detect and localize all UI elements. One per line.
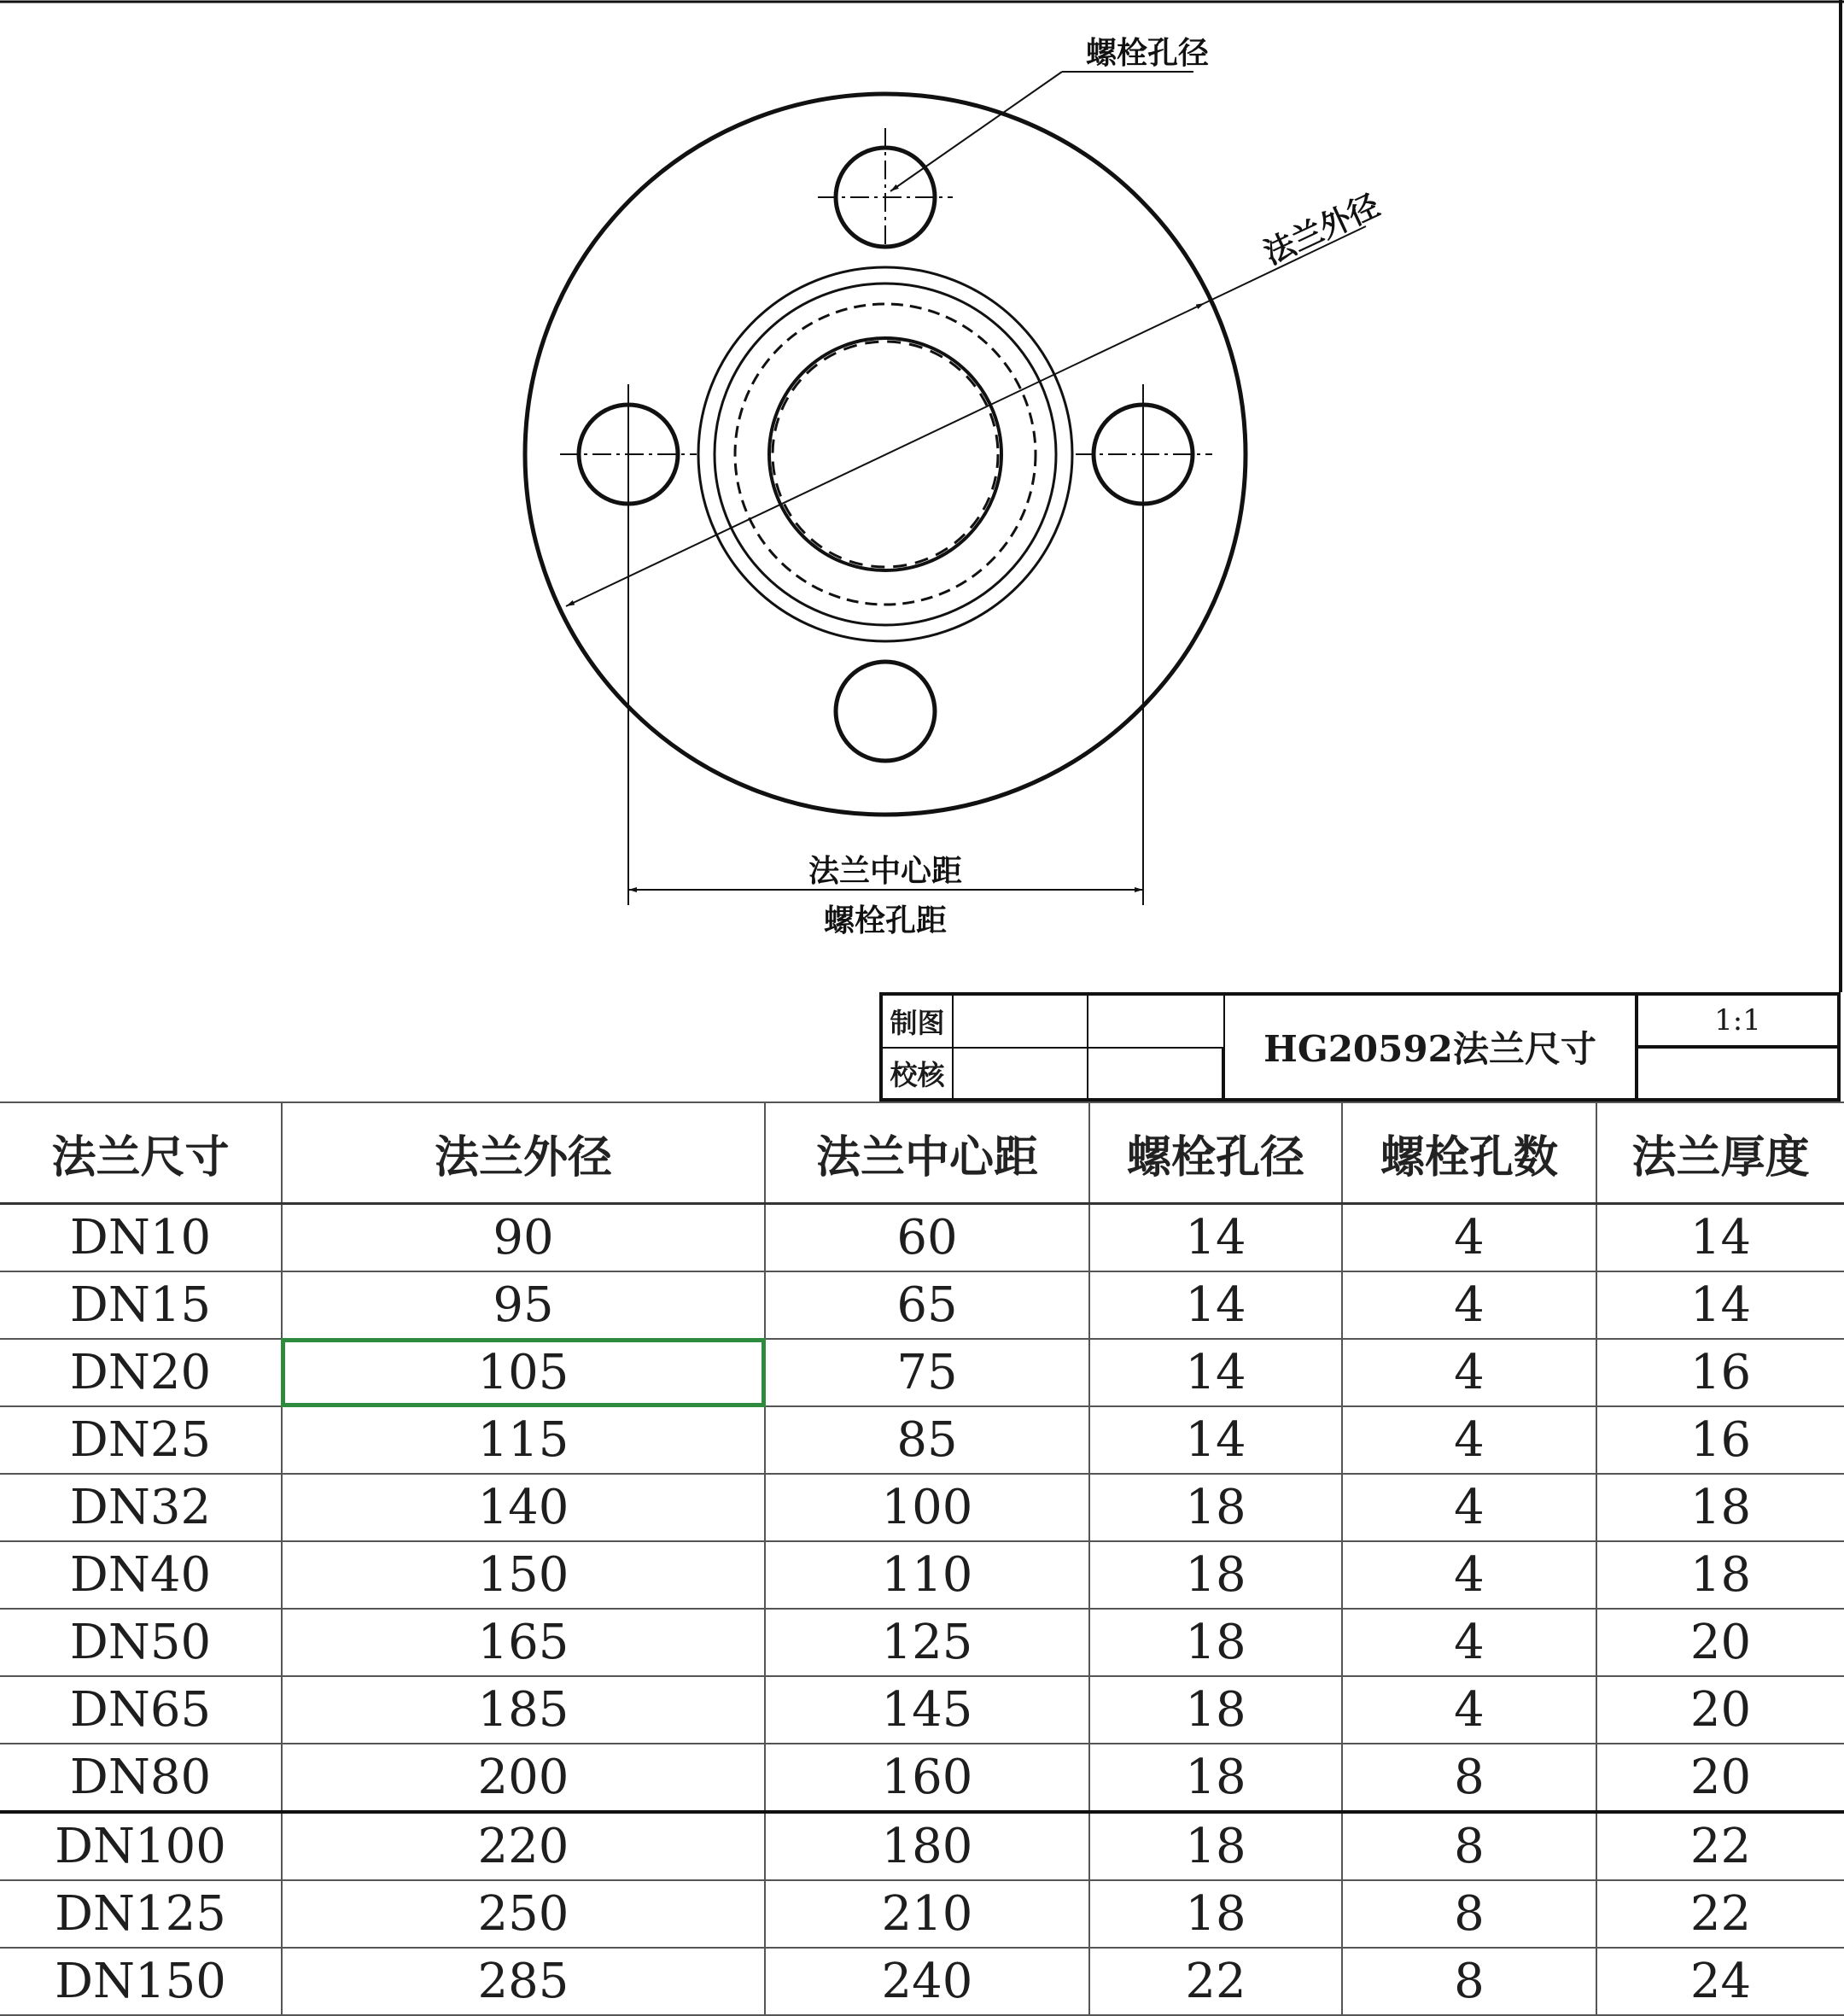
- drawn-by-label: 制图: [883, 996, 954, 1049]
- table-cell[interactable]: 4: [1342, 1474, 1596, 1541]
- table-cell[interactable]: DN15: [0, 1271, 282, 1339]
- table-cell[interactable]: 75: [765, 1339, 1089, 1406]
- table-cell[interactable]: 22: [1596, 1880, 1844, 1948]
- scale-value: 1:1: [1638, 996, 1837, 1049]
- table-cell[interactable]: 24: [1596, 1948, 1844, 2015]
- title-block: [879, 992, 1841, 1101]
- table-cell[interactable]: DN65: [0, 1676, 282, 1744]
- scale-empty-cell[interactable]: [1638, 1049, 1837, 1098]
- table-cell[interactable]: DN20: [0, 1339, 282, 1406]
- table-cell[interactable]: DN32: [0, 1474, 282, 1541]
- bolt-hole-leader: [890, 72, 1062, 191]
- table-cell[interactable]: 18: [1089, 1609, 1342, 1676]
- table-cell[interactable]: 4: [1342, 1541, 1596, 1609]
- outer-diameter-label: 法兰外径: [1258, 188, 1386, 272]
- table-cell[interactable]: 285: [282, 1948, 765, 2015]
- table-cell[interactable]: 4: [1342, 1609, 1596, 1676]
- table-cell[interactable]: 18: [1089, 1744, 1342, 1812]
- table-row: [0, 1676, 1844, 1744]
- table-cell[interactable]: 65: [765, 1271, 1089, 1339]
- header-outer-diameter[interactable]: 法兰外径: [282, 1102, 765, 1204]
- checked-by-label: 校核: [883, 1049, 954, 1098]
- checked-by-date-cell[interactable]: [1088, 1049, 1225, 1098]
- bolt-hole-distance-label: 螺栓孔距: [823, 903, 948, 938]
- table-cell[interactable]: 210: [765, 1880, 1089, 1948]
- table-cell[interactable]: 60: [765, 1204, 1089, 1272]
- table-cell[interactable]: 4: [1342, 1339, 1596, 1406]
- table-cell[interactable]: 16: [1596, 1339, 1844, 1406]
- header-bolt-hole-diameter[interactable]: 螺栓孔径: [1089, 1102, 1342, 1204]
- table-cell[interactable]: 14: [1596, 1271, 1844, 1339]
- table-cell[interactable]: 85: [765, 1406, 1089, 1474]
- table-row: [0, 1474, 1844, 1541]
- table-cell[interactable]: 22: [1089, 1948, 1342, 2015]
- header-bolt-hole-count[interactable]: 螺栓孔数: [1342, 1102, 1596, 1204]
- table-cell[interactable]: 90: [282, 1204, 765, 1272]
- table-cell[interactable]: 240: [765, 1948, 1089, 2015]
- table-cell[interactable]: 4: [1342, 1676, 1596, 1744]
- table-cell[interactable]: 4: [1342, 1204, 1596, 1272]
- table-cell[interactable]: 14: [1089, 1204, 1342, 1272]
- table-cell[interactable]: DN150: [0, 1948, 282, 2015]
- center-distance-label: 法兰中心距: [808, 854, 963, 889]
- table-cell[interactable]: 95: [282, 1271, 765, 1339]
- table-cell[interactable]: 100: [765, 1474, 1089, 1541]
- table-row: [0, 1948, 1844, 2015]
- table-cell[interactable]: 4: [1342, 1271, 1596, 1339]
- header-flange-thickness[interactable]: 法兰厚度: [1596, 1102, 1844, 1204]
- table-cell[interactable]: 18: [1089, 1676, 1342, 1744]
- table-row: [0, 1880, 1844, 1948]
- selected-table-cell[interactable]: 105: [282, 1339, 765, 1406]
- table-cell[interactable]: DN80: [0, 1744, 282, 1812]
- table-cell[interactable]: 220: [282, 1812, 765, 1880]
- table-cell[interactable]: 125: [765, 1609, 1089, 1676]
- table-cell[interactable]: 185: [282, 1676, 765, 1744]
- table-cell[interactable]: 18: [1089, 1474, 1342, 1541]
- drawn-by-date-cell[interactable]: [1088, 996, 1225, 1049]
- table-row: [0, 1541, 1844, 1609]
- table-cell[interactable]: DN100: [0, 1812, 282, 1880]
- table-cell[interactable]: 14: [1089, 1271, 1342, 1339]
- table-cell[interactable]: 150: [282, 1541, 765, 1609]
- table-header-row: [0, 1102, 1844, 1204]
- table-row: [0, 1271, 1844, 1339]
- table-cell[interactable]: 140: [282, 1474, 765, 1541]
- table-cell[interactable]: 8: [1342, 1880, 1596, 1948]
- table-cell[interactable]: 16: [1596, 1406, 1844, 1474]
- table-cell[interactable]: DN40: [0, 1541, 282, 1609]
- checked-by-name-cell[interactable]: [954, 1049, 1088, 1098]
- header-flange-size[interactable]: 法兰尺寸: [0, 1102, 282, 1204]
- table-row: [0, 1406, 1844, 1474]
- table-cell[interactable]: 145: [765, 1676, 1089, 1744]
- table-cell[interactable]: DN10: [0, 1204, 282, 1272]
- bolt-hole-bottom: [836, 662, 935, 761]
- flange-drawing: [0, 0, 1844, 992]
- table-row: [0, 1204, 1844, 1272]
- table-cell[interactable]: DN50: [0, 1609, 282, 1676]
- table-cell[interactable]: 4: [1342, 1406, 1596, 1474]
- table-cell[interactable]: 180: [765, 1812, 1089, 1880]
- table-cell[interactable]: 20: [1596, 1744, 1844, 1812]
- table-cell[interactable]: 18: [1596, 1541, 1844, 1609]
- table-cell[interactable]: 22: [1596, 1812, 1844, 1880]
- table-cell[interactable]: 8: [1342, 1744, 1596, 1812]
- table-cell[interactable]: 14: [1089, 1339, 1342, 1406]
- table-cell[interactable]: 165: [282, 1609, 765, 1676]
- table-cell[interactable]: 18: [1089, 1541, 1342, 1609]
- table-cell[interactable]: 20: [1596, 1609, 1844, 1676]
- table-row: [0, 1609, 1844, 1676]
- table-cell[interactable]: 8: [1342, 1812, 1596, 1880]
- table-cell[interactable]: 250: [282, 1880, 765, 1948]
- table-row: [0, 1339, 1844, 1406]
- table-cell[interactable]: 160: [765, 1744, 1089, 1812]
- table-cell[interactable]: 18: [1596, 1474, 1844, 1541]
- table-row: [0, 1744, 1844, 1812]
- table-cell[interactable]: 8: [1342, 1948, 1596, 2015]
- table-cell[interactable]: 20: [1596, 1676, 1844, 1744]
- table-cell[interactable]: 110: [765, 1541, 1089, 1609]
- table-cell[interactable]: 18: [1089, 1880, 1342, 1948]
- header-center-distance[interactable]: 法兰中心距: [765, 1102, 1089, 1204]
- table-cell[interactable]: DN125: [0, 1880, 282, 1948]
- flange-dimension-table: [0, 1101, 1844, 2016]
- table-cell[interactable]: 14: [1089, 1406, 1342, 1474]
- table-cell[interactable]: 200: [282, 1744, 765, 1812]
- table-cell[interactable]: 115: [282, 1406, 765, 1474]
- drawn-by-name-cell[interactable]: [954, 996, 1088, 1049]
- bolt-hole-diameter-label: 螺栓孔径: [1086, 36, 1210, 71]
- table-cell[interactable]: 14: [1596, 1204, 1844, 1272]
- center-marks: [560, 128, 1212, 521]
- table-row: [0, 1812, 1844, 1880]
- table-cell[interactable]: 18: [1089, 1812, 1342, 1880]
- table-cell[interactable]: DN25: [0, 1406, 282, 1474]
- drawing-title: HG20592法兰尺寸: [1225, 996, 1638, 1098]
